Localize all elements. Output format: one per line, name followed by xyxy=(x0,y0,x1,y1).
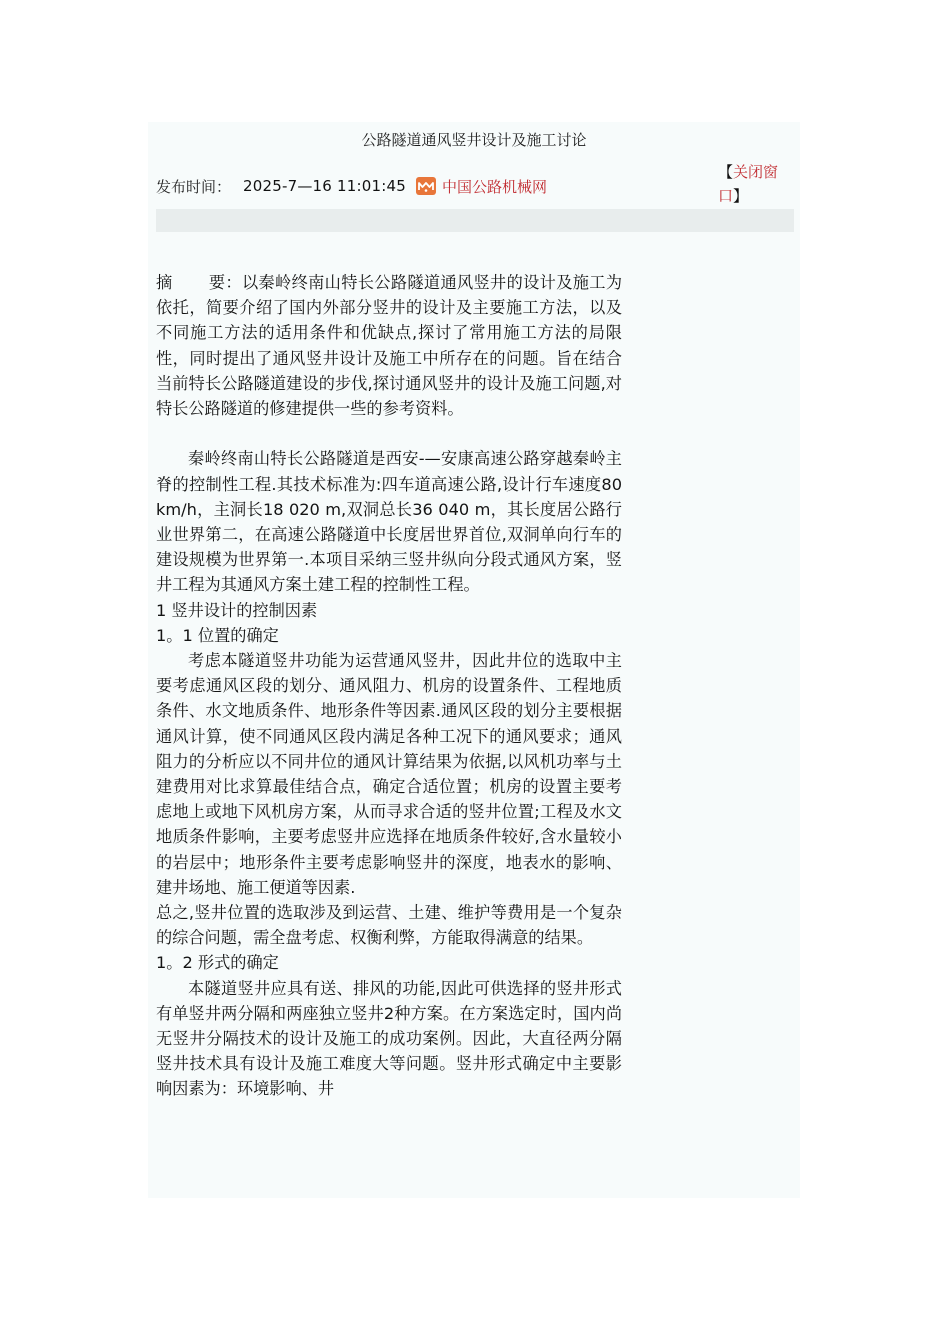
section-heading-1-1: 1。1 位置的确定 xyxy=(156,625,279,645)
source-link[interactable]: 中国公路机械网 xyxy=(441,177,547,196)
close-window-label[interactable]: 关闭窗口 xyxy=(718,163,779,205)
section-heading-1-2: 1。2 形式的确定 xyxy=(156,953,279,973)
intro-paragraph: 秦岭终南山特长公路隧道是西安-—安康高速公路穿越秦岭主脊的控制性工程.其技术标准为:四车道高速公路,设计行车速度80 km/h，主洞长18 020 m,双洞总长36 040 m，其长度居公路行业世界第二，在高速公路隧道中长度居世界首位,双洞单向行车的建设规模为世界第一.本项目采纳三竖井纵向分段式通风方案，竖井工程为其通风方案土建工程的控制性工程。 xyxy=(156,449,622,595)
publish-time-label: 发布时间： xyxy=(156,177,232,196)
abstract-text: 以秦岭终南山特长公路隧道通风竖井的设计及施工为依托，简要介绍了国内外部分竖井的设计及主要施工方法，以及不同施工方法的适用条件和优缺点,探讨了常用施工方法的局限性，同时提出了通风竖井设计及施工中所存在的问题。旨在结合当前特长公路隧道建设的步伐,探讨通风竖井的设计及施工问题,对特长公路隧道的修建提供一些的参考资料。 xyxy=(156,273,623,419)
section-1-2-paragraph: 本隧道竖井应具有送、排风的功能,因此可供选择的竖井形式有单竖井两分隔和两座独立竖井2种方案。在方案选定时，国内尚无竖井分隔技术的设计及施工的成功案例。因此，大直径两分隔竖井技术具有设计及施工难度大等问题。竖井形式确定中主要影响因素为：环境影响、井 xyxy=(156,978,622,1099)
meta-row xyxy=(156,173,547,199)
publish-time-value: 2025-7—16 11:01:45 xyxy=(243,177,406,195)
section-heading-1: 1 竖井设计的控制因素 xyxy=(156,600,318,620)
abstract-label: 摘 要： xyxy=(156,273,242,292)
close-window-button[interactable] xyxy=(718,160,788,208)
source-logo-icon xyxy=(416,177,436,195)
article-body xyxy=(156,270,622,1102)
section-1-1-paragraph: 考虑本隧道竖井功能为运营通风竖井，因此井位的选取中主要考虑通风区段的划分、通风阻力、机房的设置条件、工程地质条件、水文地质条件、地形条件等因素.通风区段的划分主要根据通风计算，使不同通风区段内满足各种工况下的通风要求；通风阻力的分析应以不同井位的通风计算结果为依据,以风机功率与土建费用对比求算最佳结合点，确定合适位置；机房的设置主要考虑地上或地下风机房方案，从而寻求合适的竖井位置;工程及水文地质条件影响，主要考虑竖井应选择在地质条件较好,含水量较小的岩层中；地形条件主要考虑影响竖井的深度，地表水的影响、建井场地、施工便道等因素. xyxy=(156,651,622,897)
paragraph-spacer xyxy=(156,421,622,446)
page-title: 公路隧道通风竖井设计及施工讨论 xyxy=(361,131,587,149)
close-bracket-close: 】 xyxy=(733,187,749,205)
header-divider-bar xyxy=(156,209,794,232)
close-bracket-open: 【 xyxy=(718,163,734,181)
section-1-1-summary: 总之,竖井位置的选取涉及到运营、土建、维护等费用是一个复杂的综合问题，需全盘考虑、权衡利弊，方能取得满意的结果。 xyxy=(156,903,622,948)
abstract-paragraph xyxy=(156,270,622,421)
